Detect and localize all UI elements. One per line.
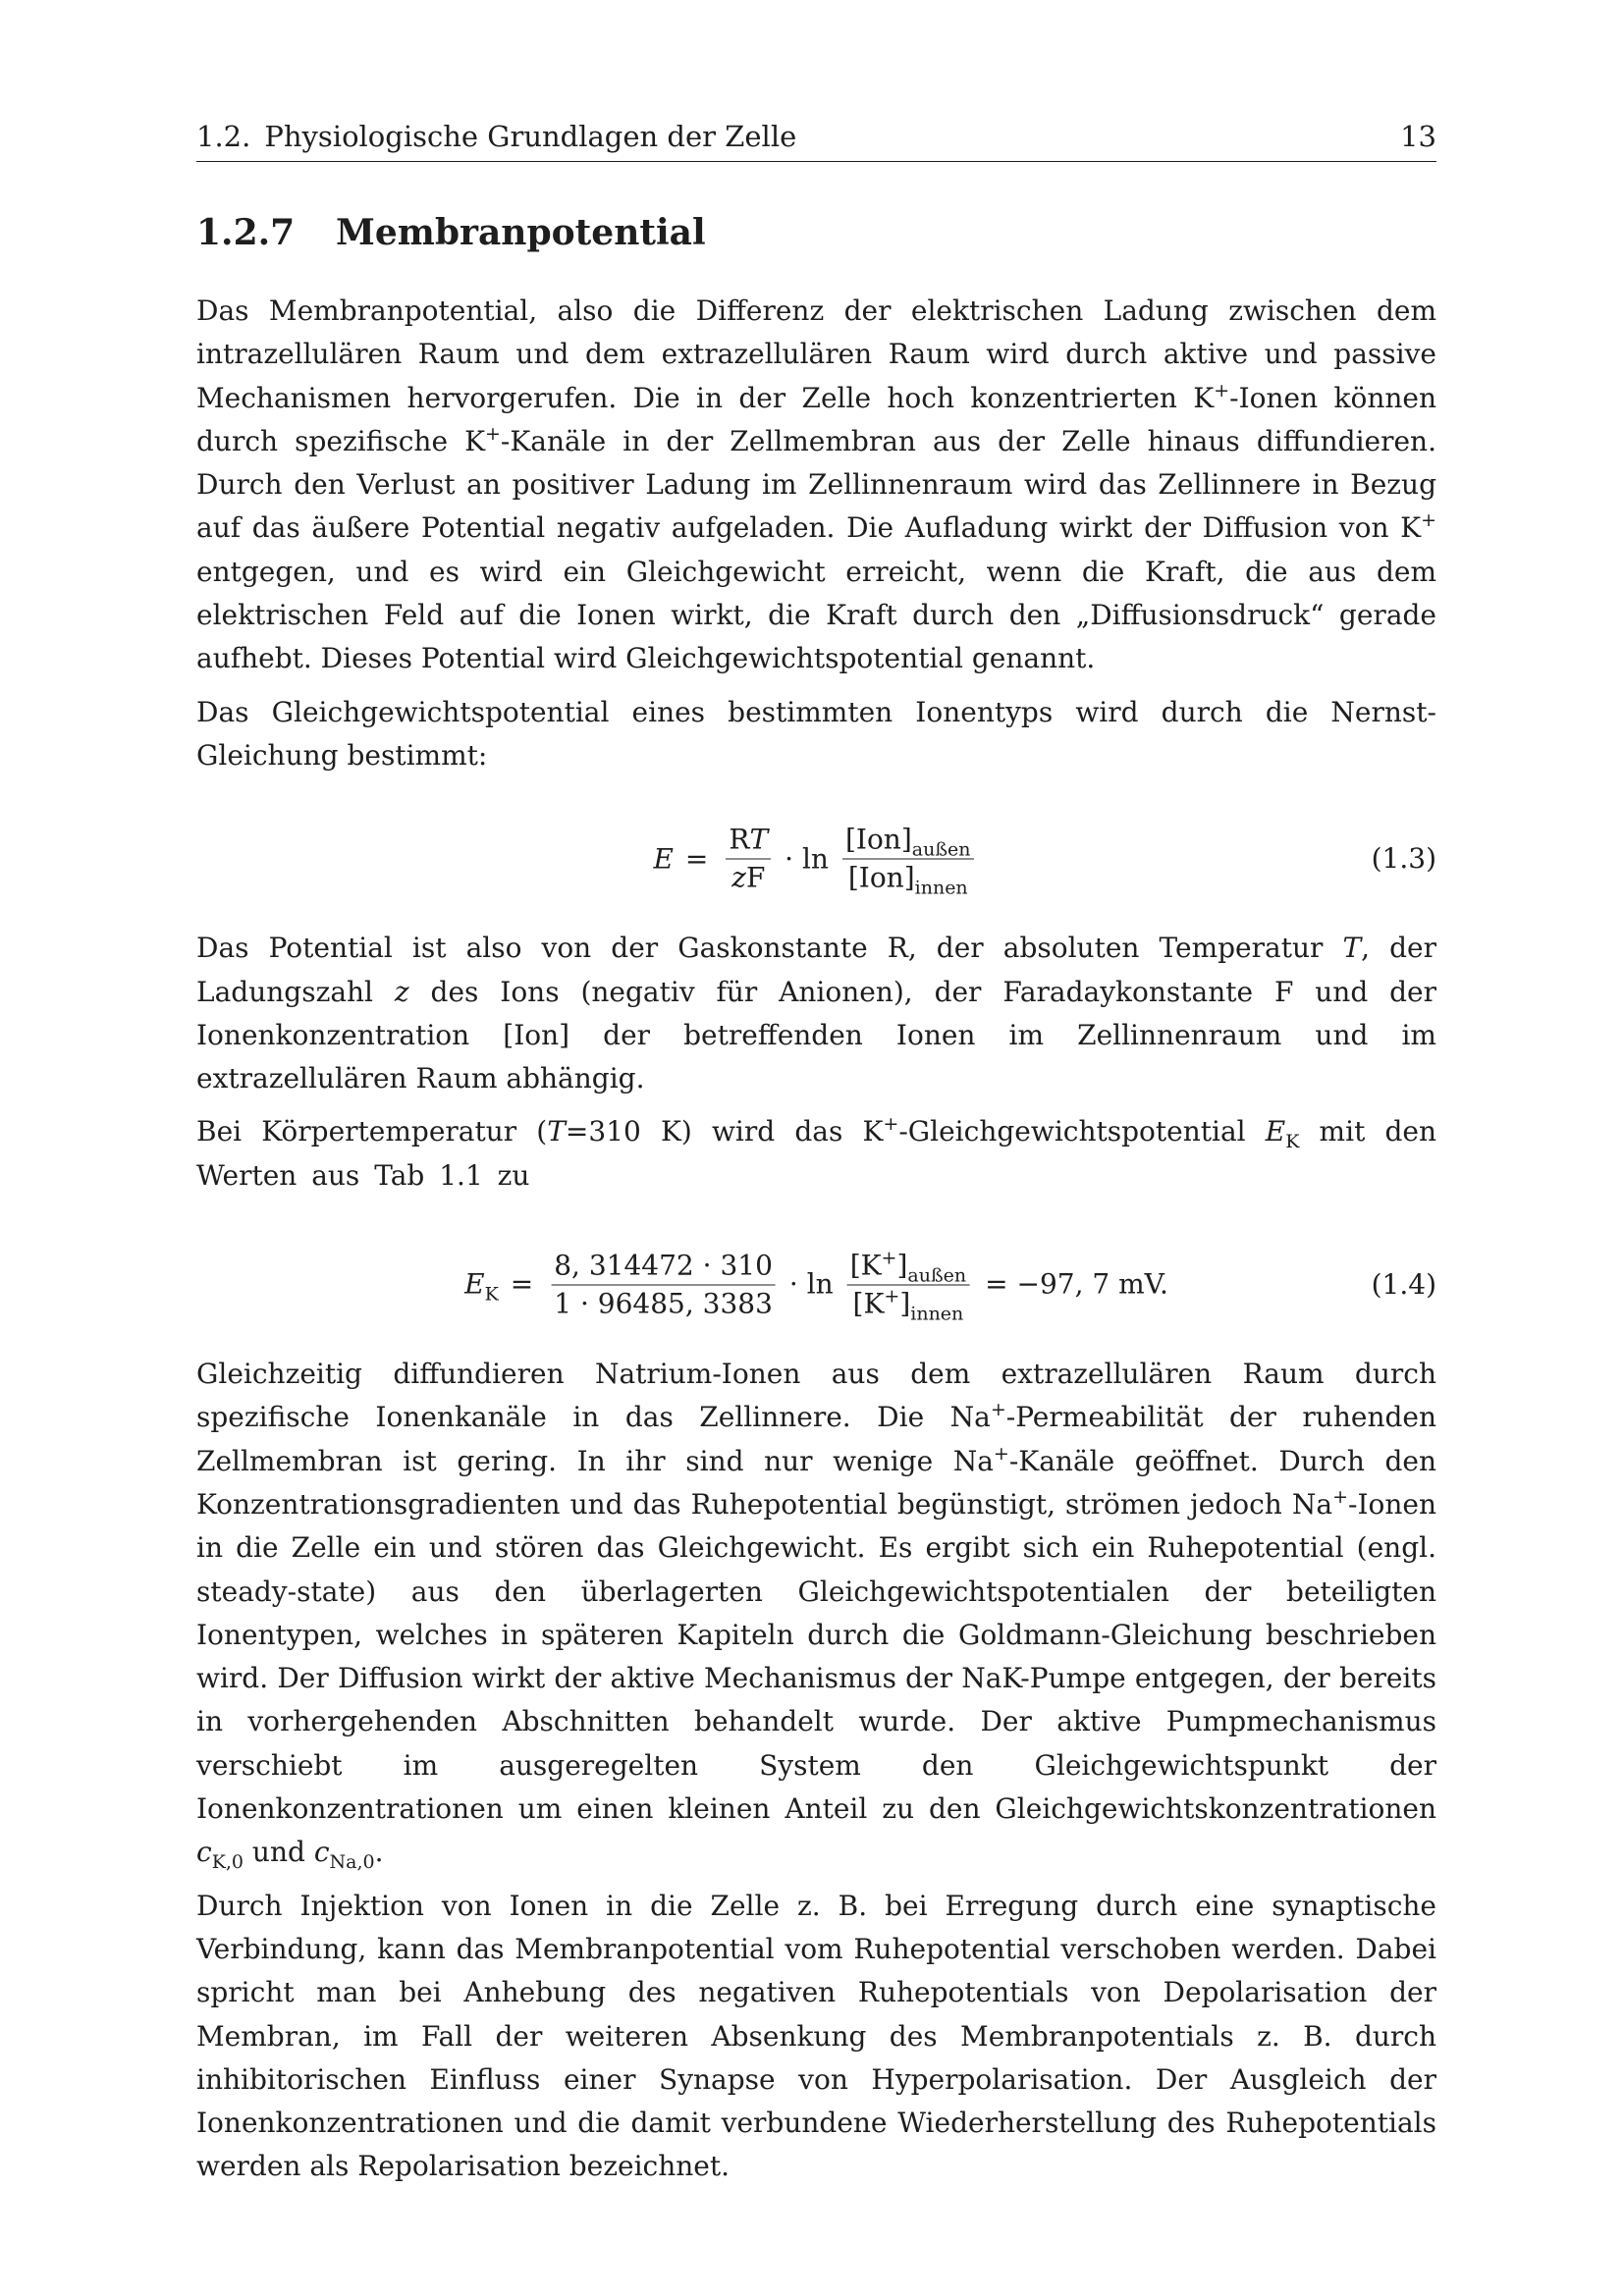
eq2-fraction-constants: $\frac{8, 314472 \cdot 310}{1 \cdot 96485, 3383}$ — [551, 1249, 776, 1322]
header-section-number: 1.2. — [196, 120, 251, 153]
header-section — [196, 118, 796, 155]
equation-number-1-4: (1.4) — [1371, 1267, 1436, 1301]
section-number: 1.2.7 — [196, 212, 296, 253]
eq2-fraction-k: $\frac{[K^+]_{außen}}{[K^+]_{innen}}$ — [847, 1249, 969, 1322]
section-title: Membranpotential — [336, 212, 706, 253]
paragraph-1: Das Membranpotential, also die Differenz der elektrischen Ladung zwischen dem intrazellulären Raum und dem extrazellulären Raum wird durch aktive und passive Mechanismen hervorgerufen. Die in der Zelle hoch konzentrierten K+-Ionen können durch spezifische K+-Kanäle in der Zellmembran aus der Zelle hinaus diffundieren. Durch den Verlust an positiver Ladung im Zellinnenraum wird das Zellinnere in Bezug auf das äußere Potential negativ aufgeladen. Die Aufladung wirkt der Diffusion von K+ entgegen, und es wird ein Gleichgewicht erreicht, wenn die Kraft, die aus dem elektrischen Feld auf die Ionen wirkt, die Kraft durch den „Diffusionsdruck“ gerade aufhebt. Dieses Potential wird Gleichgewichtspotential genannt. — [196, 294, 1436, 675]
eq1-fraction-rt-zf: $\frac{RT}{zF}$ — [726, 823, 771, 896]
equation-nernst-body: E = $\frac{RT}{zF}$ · ln $\frac{[Ion]_{außen}}{[Ion]_{innen}}$ — [653, 823, 979, 896]
paragraph-5: Gleichzeitig diffundieren Natrium-Ionen aus dem extrazellulären Raum durch spezifische Ionenkanäle in das Zellinnere. Die Na+-Permeabilität der ruhenden Zellmembran ist gering. In ihr sind nur wenige Na+-Kanäle geöffnet. Durch den Konzentrationsgradienten und das Ruhepotential begünstigt, strömen jedoch Na+-Ionen in die Zelle ein und stören das Gleichgewicht. Es ergibt sich ein Ruhepotential (engl. steady-state) aus den überlagerten Gleichgewichtspotentialen der beteiligten Ionentypen, welches in späteren Kapiteln durch die Goldmann-Gleichung beschrieben wird. Der Diffusion wirkt der aktive Mechanismus der NaK-Pumpe entgegen, der bereits in vorhergehenden Abschnitten behandelt wurde. Der aktive Pumpmechanismus verschiebt im ausgeregelten System den Gleichgewichtspunkt der Ionenkonzentrationen um einen kleinen Anteil zu den Gleichgewichtskonzentrationen $c_{K,0}$ und $c_{Na,0}$. — [196, 1358, 1437, 1874]
equation-ek-body: $E_K$ = $\frac{8, 314472 \cdot 310}{1 \cdot 96485, 3383}$ · ln $\frac{[K^+]_{außen}}{[K^+]_{innen}}$ = −97, 7 mV. — [464, 1247, 1168, 1325]
header-section-title: Physiologische Grundlagen der Zelle — [264, 120, 797, 153]
equation-nernst — [196, 805, 1436, 913]
paragraph-4: Bei Körpertemperatur (T=310 K) wird das K+-Gleichgewichtspotential $E_K$ mit den Werten aus Tab 1.1 zu — [196, 1113, 1436, 1192]
running-header — [196, 118, 1436, 162]
page-number: 13 — [1400, 120, 1436, 153]
equation-ek — [196, 1231, 1436, 1339]
paragraph-2: Das Gleichgewichtspotential eines bestimmten Ionentyps wird durch die Nernst-Gleichung bestimmt: — [196, 695, 1436, 772]
eq2-lhs: E — [464, 1267, 485, 1301]
eq1-lhs: E — [653, 842, 674, 876]
section-heading — [196, 211, 706, 254]
paragraph-3: Das Potential ist also von der Gaskonstante R, der absoluten Temperatur T, der Ladungszahl z des Ions (negativ für Anionen), der Faradaykonstante F und der Ionenkonzentration [Ion] der betreffenden Ionen im Zellinnenraum und im extrazellulären Raum abhängig. — [196, 932, 1437, 1095]
eq2-result: = −97, 7 mV. — [985, 1267, 1168, 1301]
paragraph-6: Durch Injektion von Ionen in die Zelle z. B. bei Erregung durch eine synaptische Verbindung, kann das Membranpotential vom Ruhepotential verschoben werden. Dabei spricht man bei Anhebung des negativen Ruhepotentials von Depolarisation der Membran, im Fall der weiteren Absenkung des Membranpotentials z. B. durch inhibitorischen Einfluss einer Synapse von Hyperpolarisation. Der Ausgleich der Ionenkonzentrationen und die damit verbundene Wiederherstellung des Ruhepotentials werden als Repolarisation bezeichnet. — [196, 1889, 1436, 2183]
body-text — [196, 290, 1436, 2199]
eq1-fraction-ion: $\frac{[Ion]_{außen}}{[Ion]_{innen}}$ — [842, 823, 974, 896]
equation-number-1-3: (1.3) — [1371, 842, 1436, 876]
